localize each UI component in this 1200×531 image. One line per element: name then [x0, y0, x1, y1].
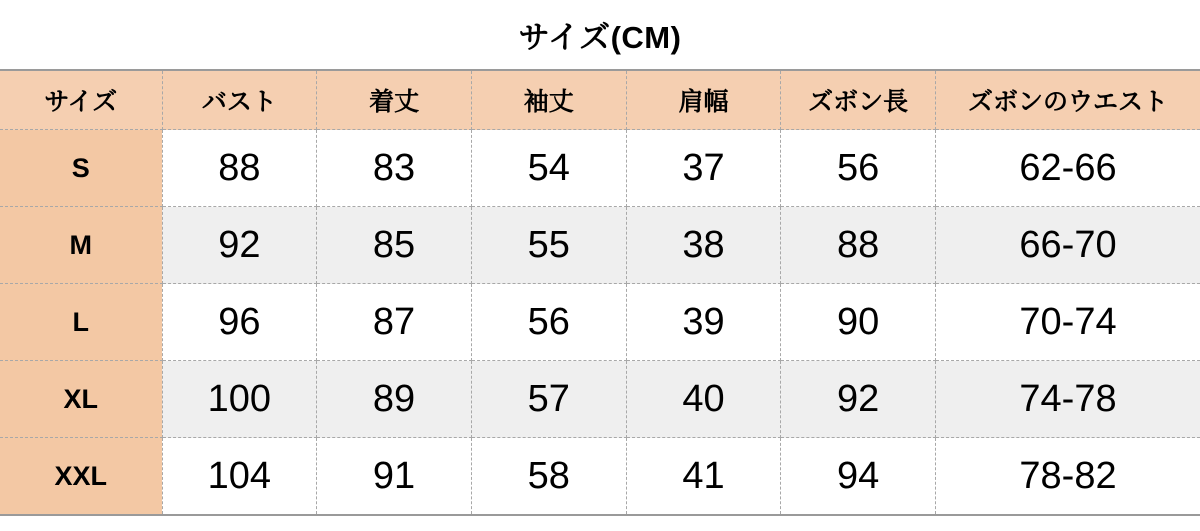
cell-bust: 104 [162, 438, 317, 515]
cell-size: S [0, 130, 162, 207]
header-row [0, 71, 1200, 130]
cell-sleeve: 58 [471, 438, 626, 515]
table-row [0, 207, 1200, 284]
cell-shoulder: 39 [626, 284, 781, 361]
table-row [0, 361, 1200, 438]
cell-length: 87 [317, 284, 472, 361]
column-header-bust: バスト [162, 71, 317, 130]
cell-pants-length: 90 [781, 284, 936, 361]
cell-bust: 88 [162, 130, 317, 207]
cell-size: M [0, 207, 162, 284]
cell-size: XL [0, 361, 162, 438]
cell-pants-length: 88 [781, 207, 936, 284]
cell-size: XXL [0, 438, 162, 515]
cell-bust: 96 [162, 284, 317, 361]
cell-shoulder: 37 [626, 130, 781, 207]
cell-bust: 92 [162, 207, 317, 284]
cell-pants-length: 92 [781, 361, 936, 438]
cell-size: L [0, 284, 162, 361]
cell-length: 91 [317, 438, 472, 515]
size-table [0, 71, 1200, 514]
cell-shoulder: 40 [626, 361, 781, 438]
table-row [0, 284, 1200, 361]
column-header-size: サイズ [0, 71, 162, 130]
cell-sleeve: 55 [471, 207, 626, 284]
cell-sleeve: 57 [471, 361, 626, 438]
page-title: サイズ(CM) [518, 20, 682, 55]
cell-length: 83 [317, 130, 472, 207]
table-header [0, 71, 1200, 130]
cell-length: 85 [317, 207, 472, 284]
cell-sleeve: 56 [471, 284, 626, 361]
cell-shoulder: 38 [626, 207, 781, 284]
table-body [0, 130, 1200, 515]
column-header-shoulder: 肩幅 [626, 71, 781, 130]
cell-pants-waist: 62-66 [936, 130, 1200, 207]
cell-shoulder: 41 [626, 438, 781, 515]
cell-length: 89 [317, 361, 472, 438]
cell-pants-waist: 74-78 [936, 361, 1200, 438]
table-row [0, 438, 1200, 515]
cell-pants-waist: 66-70 [936, 207, 1200, 284]
cell-pants-waist: 78-82 [936, 438, 1200, 515]
column-header-pants-waist: ズボンのウエスト [936, 71, 1200, 130]
table-row [0, 130, 1200, 207]
cell-pants-waist: 70-74 [936, 284, 1200, 361]
cell-bust: 100 [162, 361, 317, 438]
column-header-pants-length: ズボン長 [781, 71, 936, 130]
size-table-container [0, 69, 1200, 516]
cell-pants-length: 56 [781, 130, 936, 207]
column-header-sleeve: 袖丈 [471, 71, 626, 130]
cell-sleeve: 54 [471, 130, 626, 207]
cell-pants-length: 94 [781, 438, 936, 515]
column-header-length: 着丈 [317, 71, 472, 130]
